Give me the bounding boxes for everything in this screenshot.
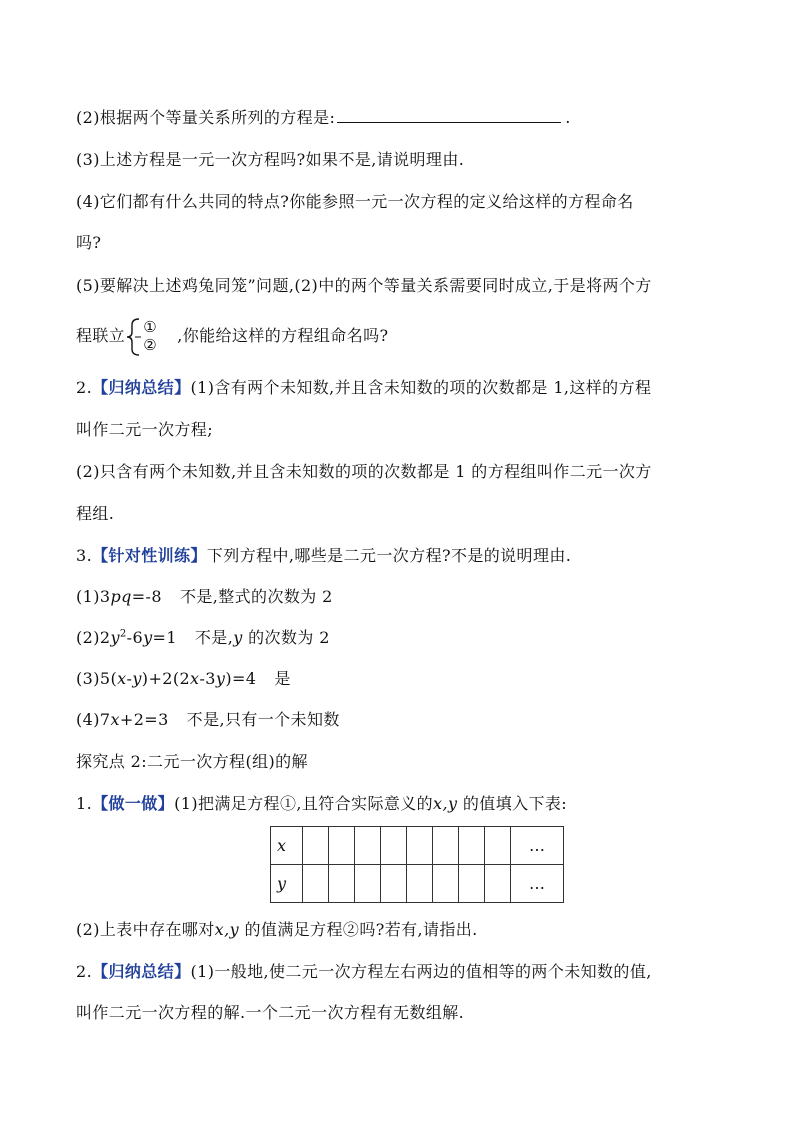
table-cell[interactable]: [485, 865, 511, 903]
table-cell[interactable]: [355, 865, 381, 903]
table-cell[interactable]: [433, 865, 459, 903]
row-header-y: y: [271, 865, 303, 903]
summary-tag: 【归纳总结】: [92, 378, 191, 397]
table-cell[interactable]: [381, 827, 407, 865]
ellipsis-cell: …: [511, 865, 564, 903]
table-cell[interactable]: [433, 827, 459, 865]
table-cell[interactable]: [329, 827, 355, 865]
practice-tag: 【针对性训练】: [92, 546, 207, 565]
circled-one: ①: [143, 317, 158, 336]
activity-1-heading: 1.【做一做】(1)把满足方程①,且符合实际意义的x,y 的值填入下表:: [76, 794, 568, 813]
practice-item-2: $(2)2y^2-6y=1$ 不是,y 的次数为 2: [76, 628, 330, 647]
summary-2-line4: 程组.: [76, 504, 115, 523]
question-4-line1: (4)它们都有什么共同的特点?你能参照一元一次方程的定义给这样的方程命名: [76, 192, 634, 211]
question-5-line2: 程联立 ① ② ,你能给这样的方程组命名吗?: [76, 316, 388, 357]
table-cell[interactable]: [407, 865, 433, 903]
equation-system-brace: [125, 317, 177, 357]
practice-item-3: (3)5(x-y)+2(2x-3y)=4 是: [76, 669, 291, 688]
summary-2-line2: 叫作二元一次方程;: [76, 420, 213, 439]
practice-3-heading: 3.【针对性训练】下列方程中,哪些是二元一次方程?不是的说明理由.: [76, 546, 572, 565]
table-cell[interactable]: [329, 865, 355, 903]
question-3: (3)上述方程是一元一次方程吗?如果不是,请说明理由.: [76, 150, 465, 169]
ellipsis-cell: …: [511, 827, 564, 865]
practice-item-1: (1)3pq=-8 不是,整式的次数为 2: [76, 587, 333, 606]
question-4-line2: 吗?: [76, 233, 102, 252]
table-cell[interactable]: [355, 827, 381, 865]
question-2: (2)根据两个等量关系所列的方程是: .: [76, 108, 571, 127]
table-cell[interactable]: [407, 827, 433, 865]
row-header-x: x: [271, 827, 303, 865]
explore-point-2-title: 探究点 2:二元一次方程(组)的解: [76, 752, 308, 771]
left-brace-icon: [125, 317, 145, 357]
summary-2-line1: 2.【归纳总结】(1)含有两个未知数,并且含未知数的项的次数都是 1,这样的方程: [76, 378, 652, 397]
summary-tag: 【归纳总结】: [92, 962, 191, 981]
table-cell[interactable]: [303, 827, 329, 865]
table-cell[interactable]: [459, 865, 485, 903]
practice-item-4: (4)7x+2=3 不是,只有一个未知数: [76, 710, 340, 729]
table-cell[interactable]: [485, 827, 511, 865]
circled-two: ②: [143, 335, 158, 354]
table-cell[interactable]: [459, 827, 485, 865]
table-row: [271, 827, 564, 865]
activity-1-question-2: (2)上表中存在哪对x,y 的值满足方程②吗?若有,请指出.: [76, 920, 478, 939]
summary-2b-line2: 叫作二元一次方程的解.一个二元一次方程有无数组解.: [76, 1003, 465, 1022]
question-5-line1: (5)要解决上述鸡兔同笼”问题,(2)中的两个等量关系需要同时成立,于是将两个方: [76, 276, 652, 295]
summary-2-line3: (2)只含有两个未知数,并且含未知数的项的次数都是 1 的方程组叫作二元一次方: [76, 462, 652, 481]
answer-blank[interactable]: [337, 108, 561, 123]
value-table: [270, 826, 564, 903]
table-row: [271, 865, 564, 903]
summary-2b-line1: 2.【归纳总结】(1)一般地,使二元一次方程左右两边的值相等的两个未知数的值,: [76, 962, 652, 981]
activity-tag: 【做一做】: [92, 794, 175, 813]
table-cell[interactable]: [381, 865, 407, 903]
table-cell[interactable]: [303, 865, 329, 903]
